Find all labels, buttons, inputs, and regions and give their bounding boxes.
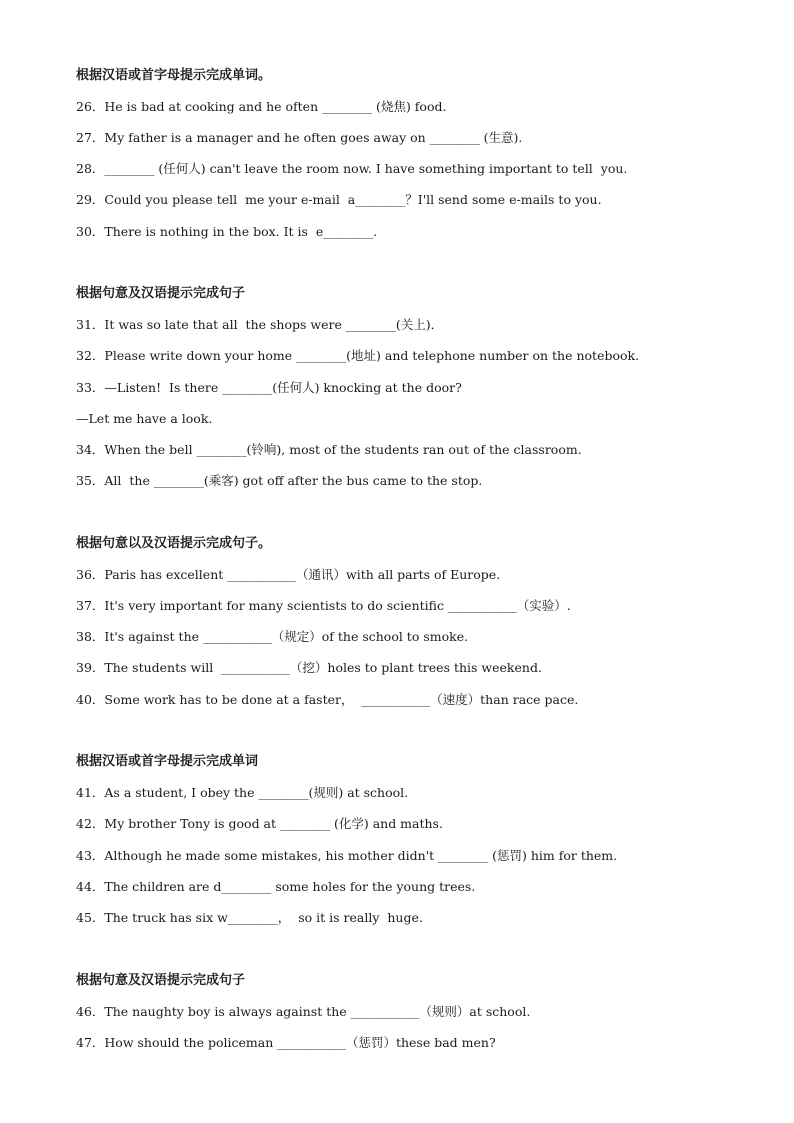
question-31: 31．It was so late that all the shops were ________(关上)． [76, 317, 444, 332]
question-33: 33．—Listen! Is there ________(任何人) knocking at the door? [76, 380, 462, 395]
section-heading: 根据句意及汉语提示完成句子 [76, 286, 246, 301]
question-34: 34．When the bell ________(铃响), most of the students ran out of the classroom. [76, 442, 582, 457]
question-47: 47．How should the policeman ___________（惩罚）these bad men? [76, 1035, 496, 1050]
question-38: 38．It's against the ___________（规定）of the school to smoke. [76, 629, 469, 644]
question-40: 40．Some work has to be done at a faster， ___________（速度）than race pace. [76, 692, 579, 707]
question-27: 27．My father is a manager and he often goes away on ________ (生意). [76, 130, 523, 145]
question-26: 26．He is bad at cooking and he often ________ (烧焦) food. [76, 99, 447, 114]
question-32: 32．Please write down your home ________(地址) and telephone number on the notebook. [76, 348, 640, 363]
question-29: 29．Could you please tell me your e-mail a________？I'll send some e-mails to you. [76, 192, 602, 207]
question-41: 41．As a student, I obey the ________(规则) at school. [76, 785, 409, 800]
question-36: 36．Paris has excellent ___________（通讯）with all parts of Europe. [76, 567, 501, 582]
question-39: 39．The students will ___________（挖）holes to plant trees this weekend. [76, 660, 542, 675]
question-37: 37．It's very important for many scientists to do scientific ___________（实验）. [76, 598, 571, 613]
question-35: 35．All the ________(乘客) got off after the bus came to the stop. [76, 473, 483, 488]
question-33-reply: —Let me have a look. [76, 411, 213, 426]
section-heading: 根据汉语或首字母提示完成单词。 [76, 68, 272, 83]
question-30: 30．There is nothing in the box. It is e________. [76, 224, 378, 239]
question-42: 42．My brother Tony is good at ________ (化学) and maths. [76, 816, 443, 831]
question-46: 46．The naughty boy is always against the ___________（规则）at school. [76, 1004, 531, 1019]
section-heading: 根据句意以及汉语提示完成句子。 [76, 536, 272, 551]
question-44: 44．The children are d________ some holes for the young trees. [76, 879, 476, 894]
section-heading: 根据汉语或首字母提示完成单词 [76, 754, 259, 769]
question-28: 28．________ (任何人) can't leave the room now. I have something important to tell you. [76, 161, 628, 176]
section-heading: 根据句意及汉语提示完成句子 [76, 973, 246, 988]
question-43: 43．Although he made some mistakes, his mother didn't ________ (惩罚) him for them. [76, 848, 618, 863]
question-45: 45．The truck has six w________， so it is really huge. [76, 910, 423, 925]
